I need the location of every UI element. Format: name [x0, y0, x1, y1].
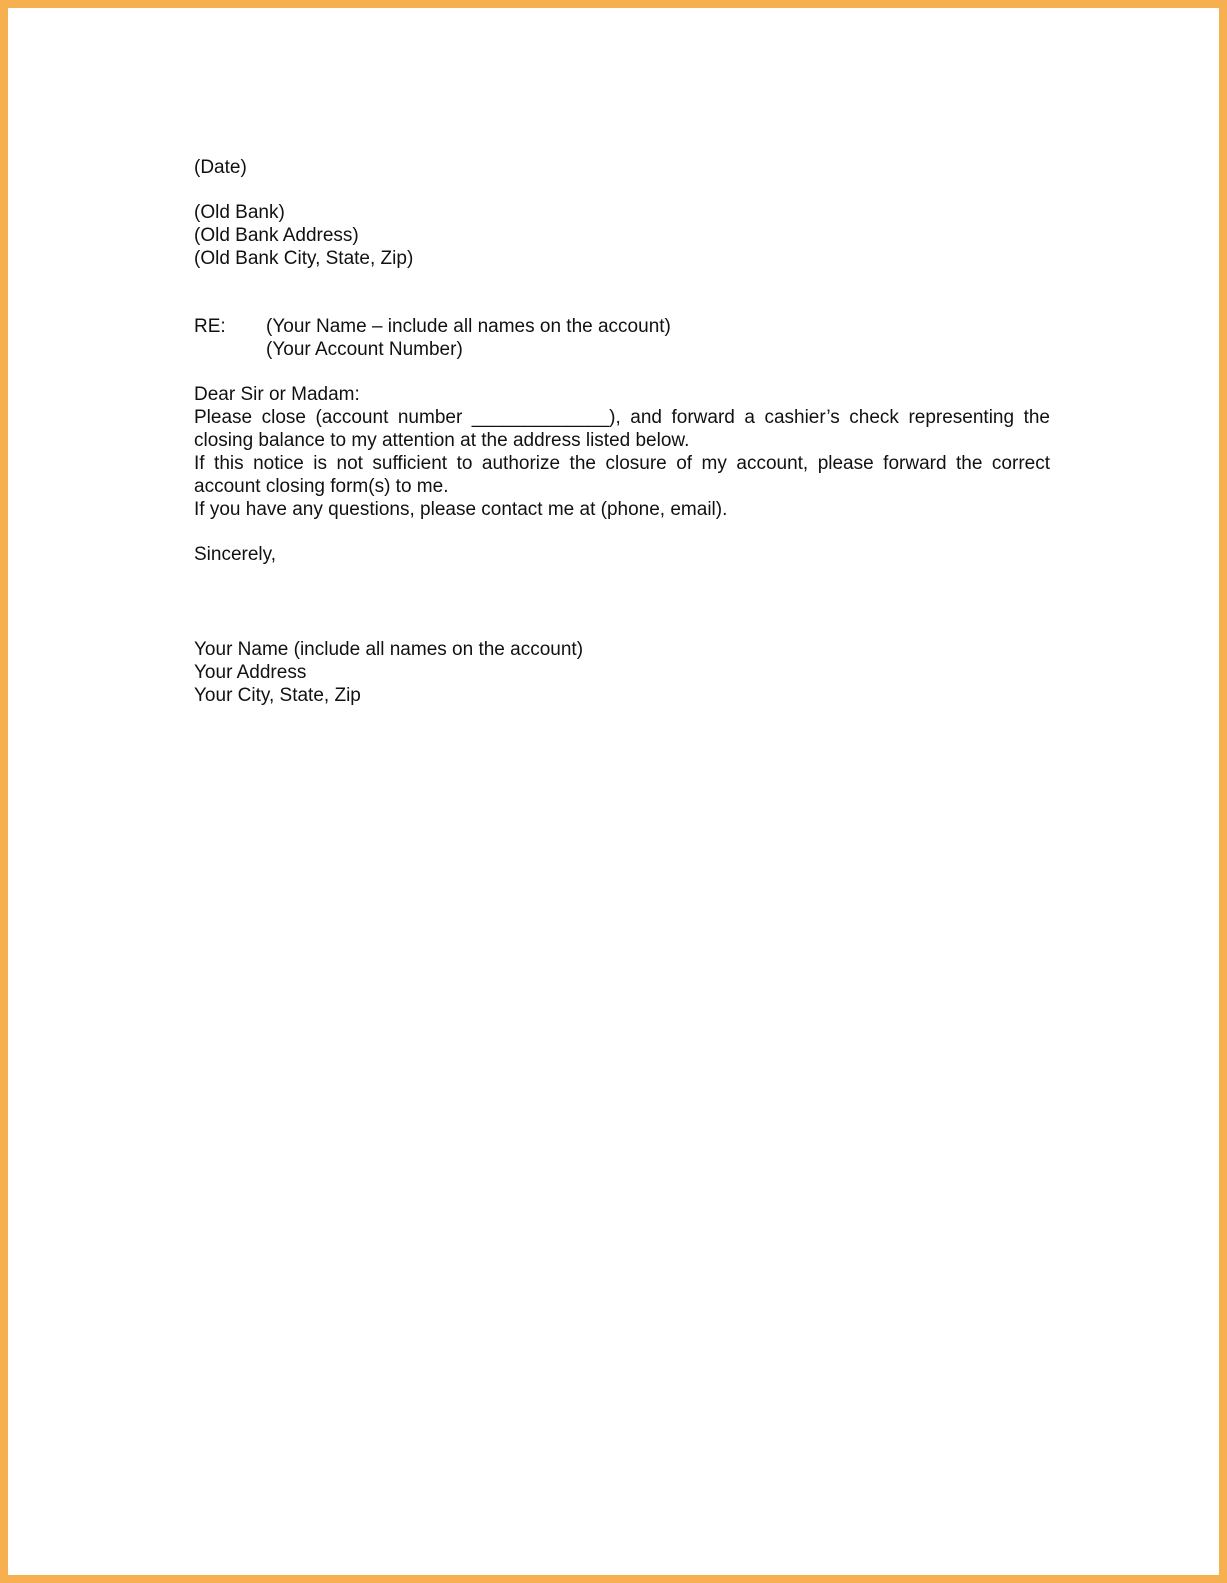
recipient-address-block — [194, 201, 1050, 270]
sender-city-state-zip: Your City, State, Zip — [194, 685, 361, 706]
salutation — [194, 383, 1050, 406]
sender-name: Your Name (include all names on the account) — [194, 639, 584, 660]
re-block — [194, 315, 1050, 361]
letter-body — [194, 156, 1050, 707]
recipient-address: (Old Bank Address) — [194, 225, 359, 246]
re-account-line: (Your Account Number) — [266, 339, 463, 360]
paragraph-contact: If you have any questions, please contact me at (phone, email). — [194, 499, 728, 520]
re-label: RE: — [194, 316, 226, 337]
salutation-line: Dear Sir or Madam: — [194, 384, 360, 405]
sender-address: Your Address — [194, 662, 307, 683]
date-line: (Date) — [194, 157, 247, 178]
recipient-city-state-zip: (Old Bank City, State, Zip) — [194, 248, 414, 269]
re-lines — [266, 315, 1050, 361]
paragraph-close-account: Please close (account number _____________), and forward a cashier’s check representing the closing balance to my attention at the address listed below. — [194, 407, 1050, 451]
re-name-line: (Your Name – include all names on the account) — [266, 316, 671, 337]
paragraph-closure-form: If this notice is not sufficient to authorize the closure of my account, please forward the correct account closing form(s) to me. — [194, 453, 1050, 497]
closing — [194, 543, 1050, 566]
closing-line: Sincerely, — [194, 544, 277, 565]
letter-date — [194, 156, 1050, 179]
sender-block — [194, 638, 1050, 707]
recipient-bank: (Old Bank) — [194, 202, 285, 223]
